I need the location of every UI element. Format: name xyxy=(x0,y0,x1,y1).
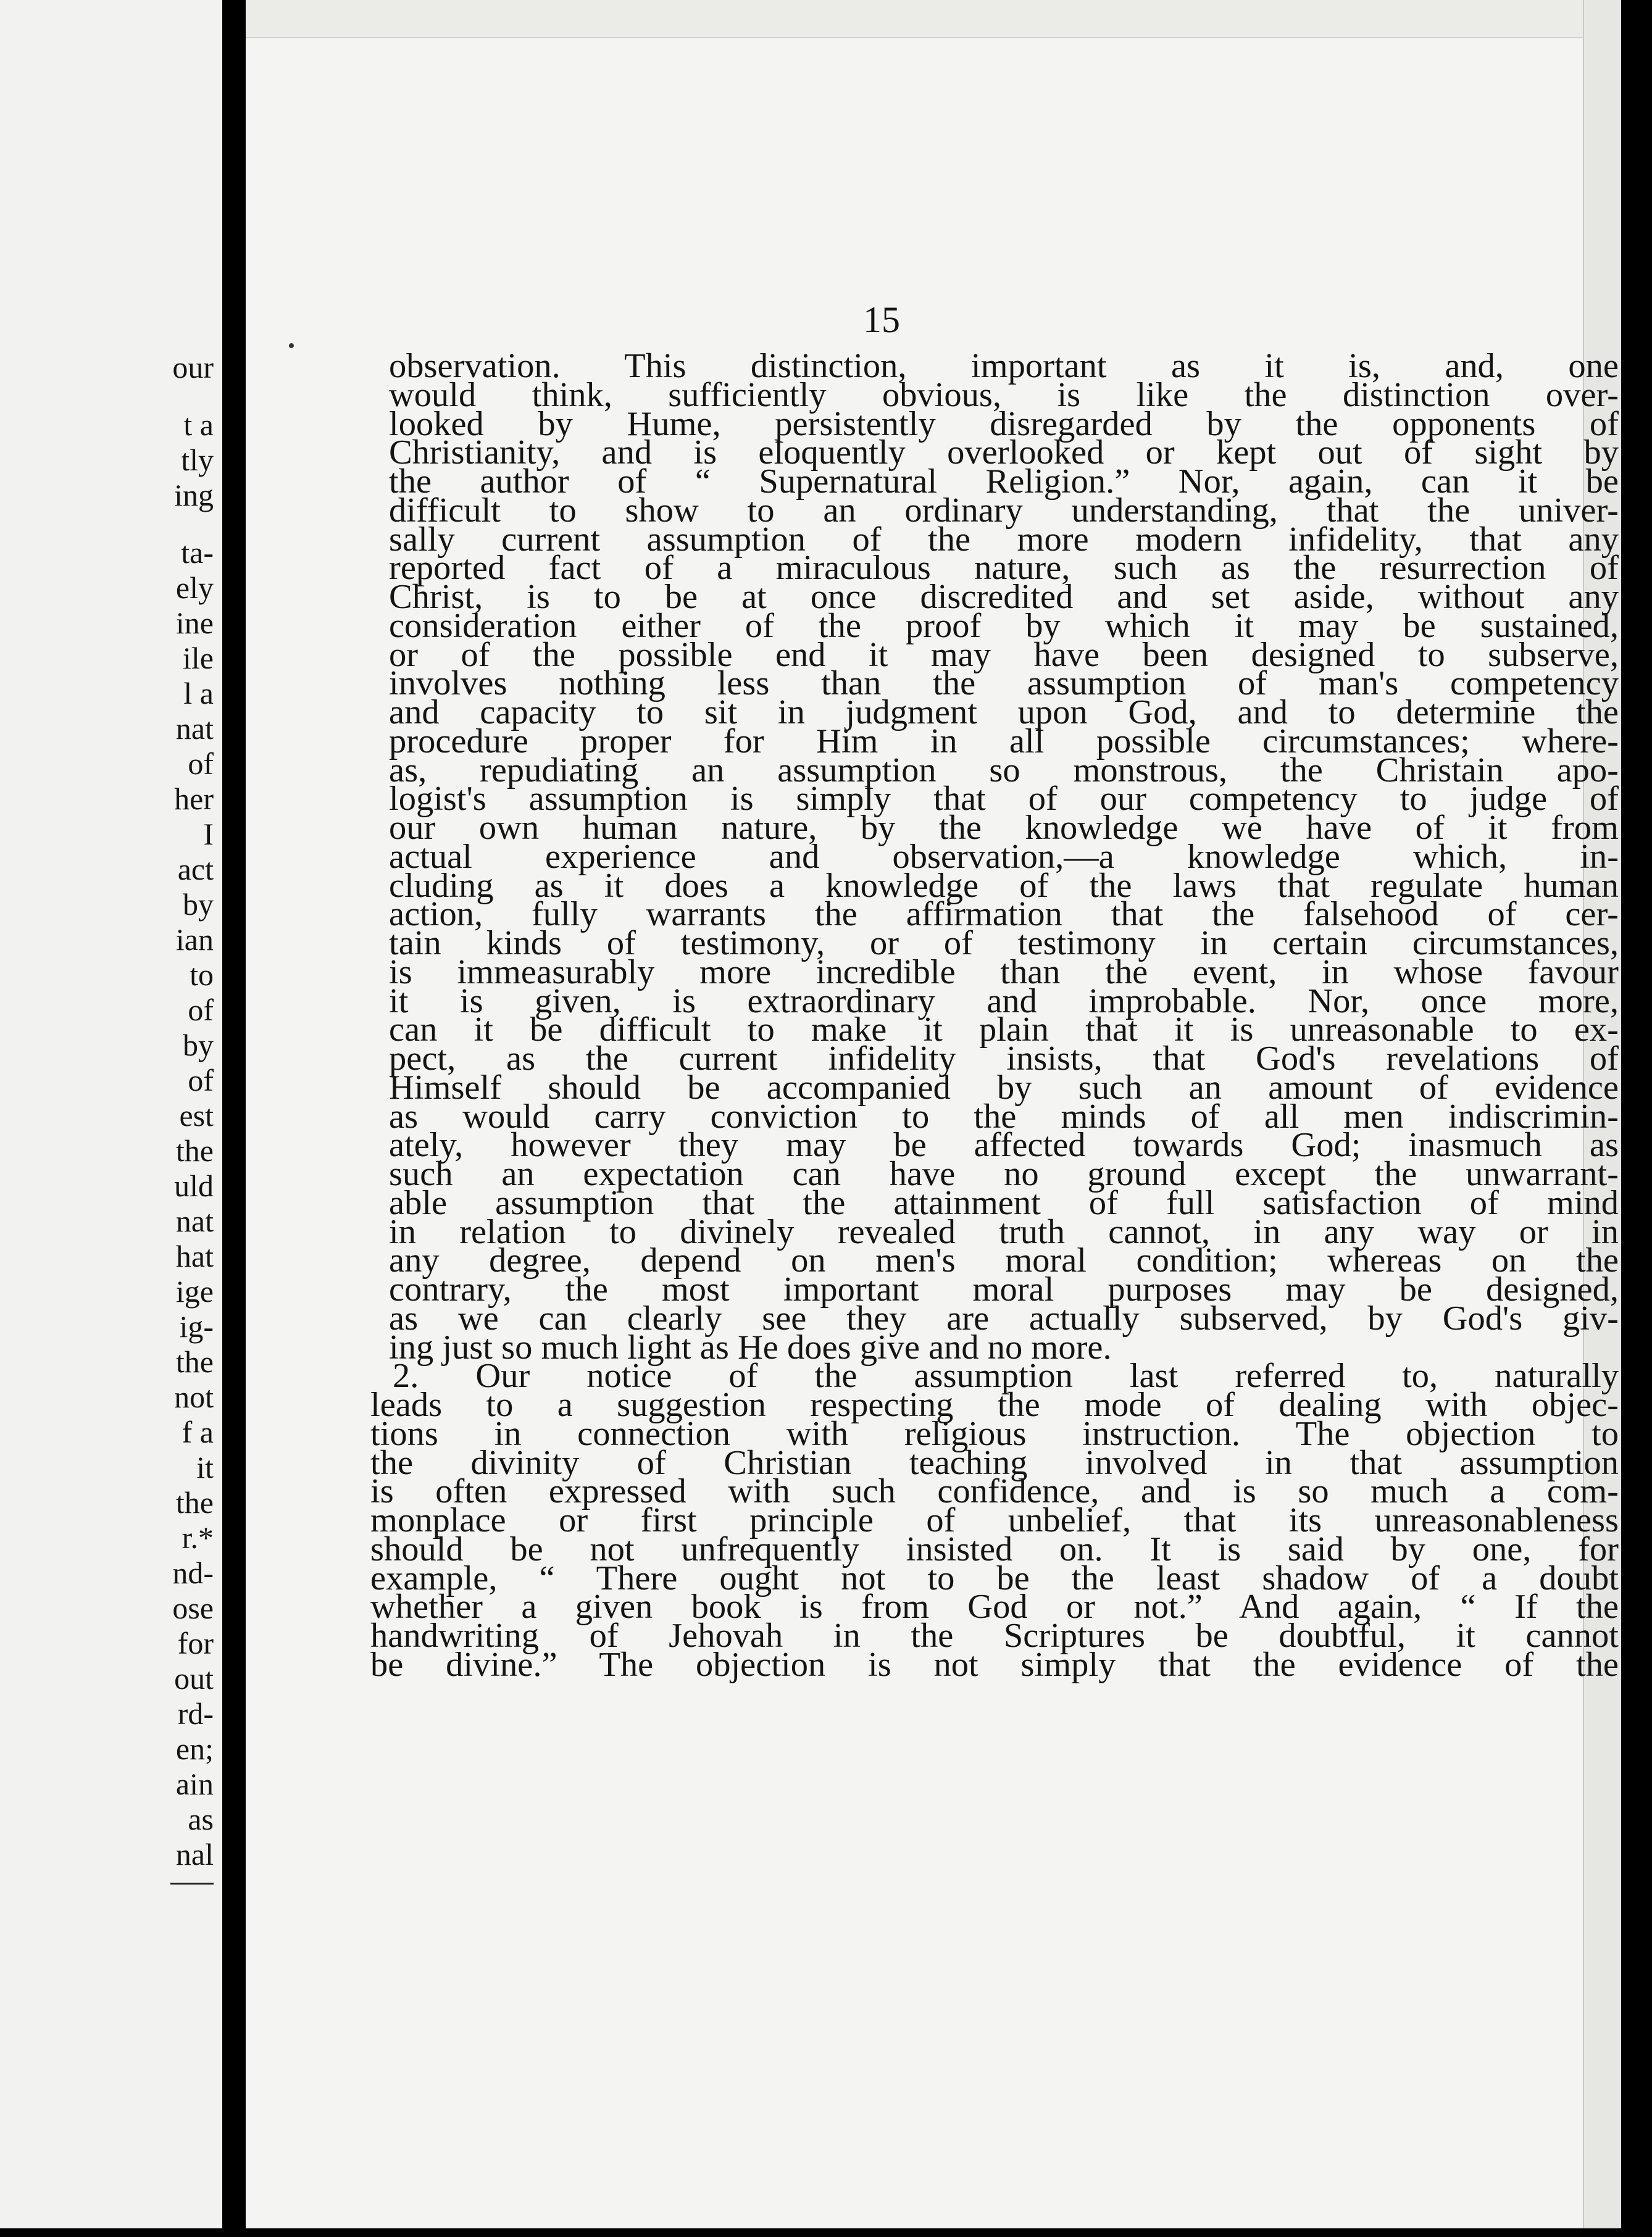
facing-page-fragment: en; xyxy=(175,1731,214,1766)
facing-page-fragment: l a xyxy=(183,676,214,710)
facing-page-fragment: est xyxy=(179,1098,214,1133)
book-page xyxy=(246,0,1621,2237)
scan-border-right xyxy=(1621,0,1652,2237)
facing-page-fragment: of xyxy=(188,746,214,781)
facing-page-fragment: the xyxy=(175,1485,214,1520)
text-line: tain kinds of testimony, or of testimony in certain circumstances, xyxy=(389,924,1619,962)
facing-page-fragment: our xyxy=(172,350,214,385)
facing-page-fragment: of xyxy=(188,1063,214,1098)
text-line: Himself should be accompanied by such an amount of evidence xyxy=(389,1068,1619,1107)
text-line: observation. This distinction, important as it is, and, one xyxy=(389,347,1619,385)
text-line: should be not unfrequently insisted on. It is said by one, for xyxy=(370,1530,1619,1568)
text-line: contrary, the most important moral purposes may be designed, xyxy=(389,1270,1619,1309)
facing-page-fragment: ain xyxy=(175,1767,214,1801)
facing-page-fragment: act xyxy=(177,852,214,886)
facing-page-fragment: tly xyxy=(181,443,214,477)
facing-page-footnote-rule xyxy=(170,1883,214,1885)
text-line: as, repudiating an assumption so monstrous, the Christain apo- xyxy=(389,751,1619,789)
facing-page-fragment: ta- xyxy=(181,535,214,570)
page-gutter xyxy=(222,0,246,2237)
paper-speck xyxy=(289,343,294,348)
text-line: is often expressed with such confidence, and is so much a com- xyxy=(370,1472,1619,1511)
text-line: handwriting of Jehovah in the Scriptures be doubtful, it cannot xyxy=(370,1617,1619,1655)
text-line: difficult to show to an ordinary understanding, that the univer- xyxy=(389,491,1619,530)
facing-page-fragment: nat xyxy=(175,1204,214,1238)
facing-page-fragment: the xyxy=(175,1133,214,1168)
text-line: the author of “ Supernatural Religion.” Nor, again, can it be xyxy=(389,462,1619,501)
text-line: the divinity of Christian teaching involved in that assumption xyxy=(370,1443,1619,1482)
text-line: ing just so much light as He does give and no more. xyxy=(389,1328,1112,1367)
facing-page-fragment: t a xyxy=(183,407,214,442)
text-line: any degree, depend on men's moral condition; whereas on the xyxy=(389,1241,1619,1280)
facing-page-fragment: nal xyxy=(175,1837,214,1872)
facing-page-fragment: r.* xyxy=(181,1520,214,1555)
facing-page-fragment: as xyxy=(188,1802,214,1836)
text-line: example, “ There ought not to be the least shadow of a doubt xyxy=(370,1559,1619,1598)
body-text xyxy=(370,347,1619,1684)
facing-page-fragment: nat xyxy=(175,711,214,746)
page-top-edge xyxy=(246,0,1621,38)
text-line: ately, however they may be affected towards God; inasmuch as xyxy=(389,1126,1619,1165)
facing-page-fragment: not xyxy=(174,1380,214,1414)
text-line: sally current assumption of the more modern infidelity, that any xyxy=(389,520,1619,559)
facing-page-fragment: it xyxy=(196,1450,214,1485)
facing-page-fragment: of xyxy=(188,993,214,1027)
facing-page xyxy=(0,0,222,2237)
text-line: is immeasurably more incredible than the event, in whose favour xyxy=(389,952,1619,991)
scan-border-bottom xyxy=(0,2228,1652,2237)
text-line: whether a given book is from God or not.” And again, “ If the xyxy=(370,1588,1619,1627)
text-line: monplace or first principle of unbelief, that its unreasonableness xyxy=(370,1501,1619,1539)
facing-page-fragment: the xyxy=(175,1344,214,1379)
text-line: able assumption that the attainment of full satisfaction of mind xyxy=(389,1183,1619,1222)
text-line: logist's assumption is simply that of our competency to judge of xyxy=(389,780,1619,819)
facing-page-fragment: ose xyxy=(172,1591,214,1625)
facing-page-fragment: f a xyxy=(181,1415,214,1449)
facing-page-fragment: rd- xyxy=(177,1696,214,1731)
facing-page-fragment: ely xyxy=(175,570,214,605)
text-line: tions in connection with religious instruction. The objection to xyxy=(370,1414,1619,1453)
facing-page-fragment: by xyxy=(183,1028,214,1062)
facing-page-fragment: I xyxy=(203,817,214,851)
text-line: as would carry conviction to the minds of all men indiscrimin- xyxy=(389,1097,1619,1136)
text-line: leads to a suggestion respecting the mode of dealing with objec- xyxy=(370,1386,1619,1424)
facing-page-fragment: uld xyxy=(174,1168,214,1203)
text-line: Christ, is to be at once discredited and set aside, without any xyxy=(389,578,1619,616)
facing-page-fragment: to xyxy=(190,957,214,992)
text-line: looked by Hume, persistently disregarded by the opponents of xyxy=(389,404,1619,443)
text-line: it is given, is extraordinary and improbable. Nor, once more, xyxy=(389,981,1619,1020)
text-line: such an expectation can have no ground except the unwarrant- xyxy=(389,1155,1619,1193)
text-line: procedure proper for Him in all possible circumstances; where- xyxy=(389,722,1619,760)
text-line: in relation to divinely revealed truth cannot, in any way or in xyxy=(389,1212,1619,1251)
facing-page-fragment: out xyxy=(174,1661,214,1696)
paragraph-first-line: 2. Our notice of the assumption last referred to, naturally xyxy=(393,1357,1619,1396)
text-line: reported fact of a miraculous nature, such as the resurrection of xyxy=(389,549,1619,588)
text-line: or of the possible end it may have been designed to subserve, xyxy=(389,635,1619,674)
facing-page-fragment: ig- xyxy=(179,1309,214,1344)
text-line: pect, as the current infidelity insists, that God's revelations of xyxy=(389,1039,1619,1078)
facing-page-fragment: ine xyxy=(175,606,214,640)
facing-page-fragment: her xyxy=(174,781,214,816)
text-line: our own human nature, by the knowledge we have of it from xyxy=(389,809,1619,847)
page-number: 15 xyxy=(863,299,900,340)
text-line: consideration either of the proof by which it may be sustained, xyxy=(389,606,1619,645)
text-line: as we can clearly see they are actually subserved, by God's giv- xyxy=(389,1299,1619,1338)
text-line: involves nothing less than the assumption of man's competency xyxy=(389,664,1619,703)
facing-page-fragment: hat xyxy=(175,1239,214,1273)
text-line: cluding as it does a knowledge of the laws that regulate human xyxy=(389,866,1619,905)
text-line: action, fully warrants the affirmation that the falsehood of cer- xyxy=(389,895,1619,934)
facing-page-fragment: by xyxy=(183,887,214,922)
text-line: and capacity to sit in judgment upon God, and to determine the xyxy=(389,693,1619,731)
facing-page-fragment: ile xyxy=(183,641,214,675)
text-line: Christianity, and is eloquently overlooked or kept out of sight by xyxy=(389,433,1619,472)
facing-page-fragment: ige xyxy=(175,1274,214,1309)
facing-page-fragment: for xyxy=(177,1626,214,1660)
text-line: be divine.” The objection is not simply that the evidence of the xyxy=(370,1645,1619,1684)
text-line: can it be difficult to make it plain that it is unreasonable to ex- xyxy=(389,1010,1619,1049)
facing-page-fragment: ian xyxy=(175,922,214,957)
text-line: would think, sufficiently obvious, is like the distinction over- xyxy=(389,375,1619,414)
facing-page-fragment: nd- xyxy=(172,1556,214,1590)
text-line: actual experience and observation,—a knowledge which, in- xyxy=(389,837,1619,876)
facing-page-fragment: ing xyxy=(174,478,214,512)
